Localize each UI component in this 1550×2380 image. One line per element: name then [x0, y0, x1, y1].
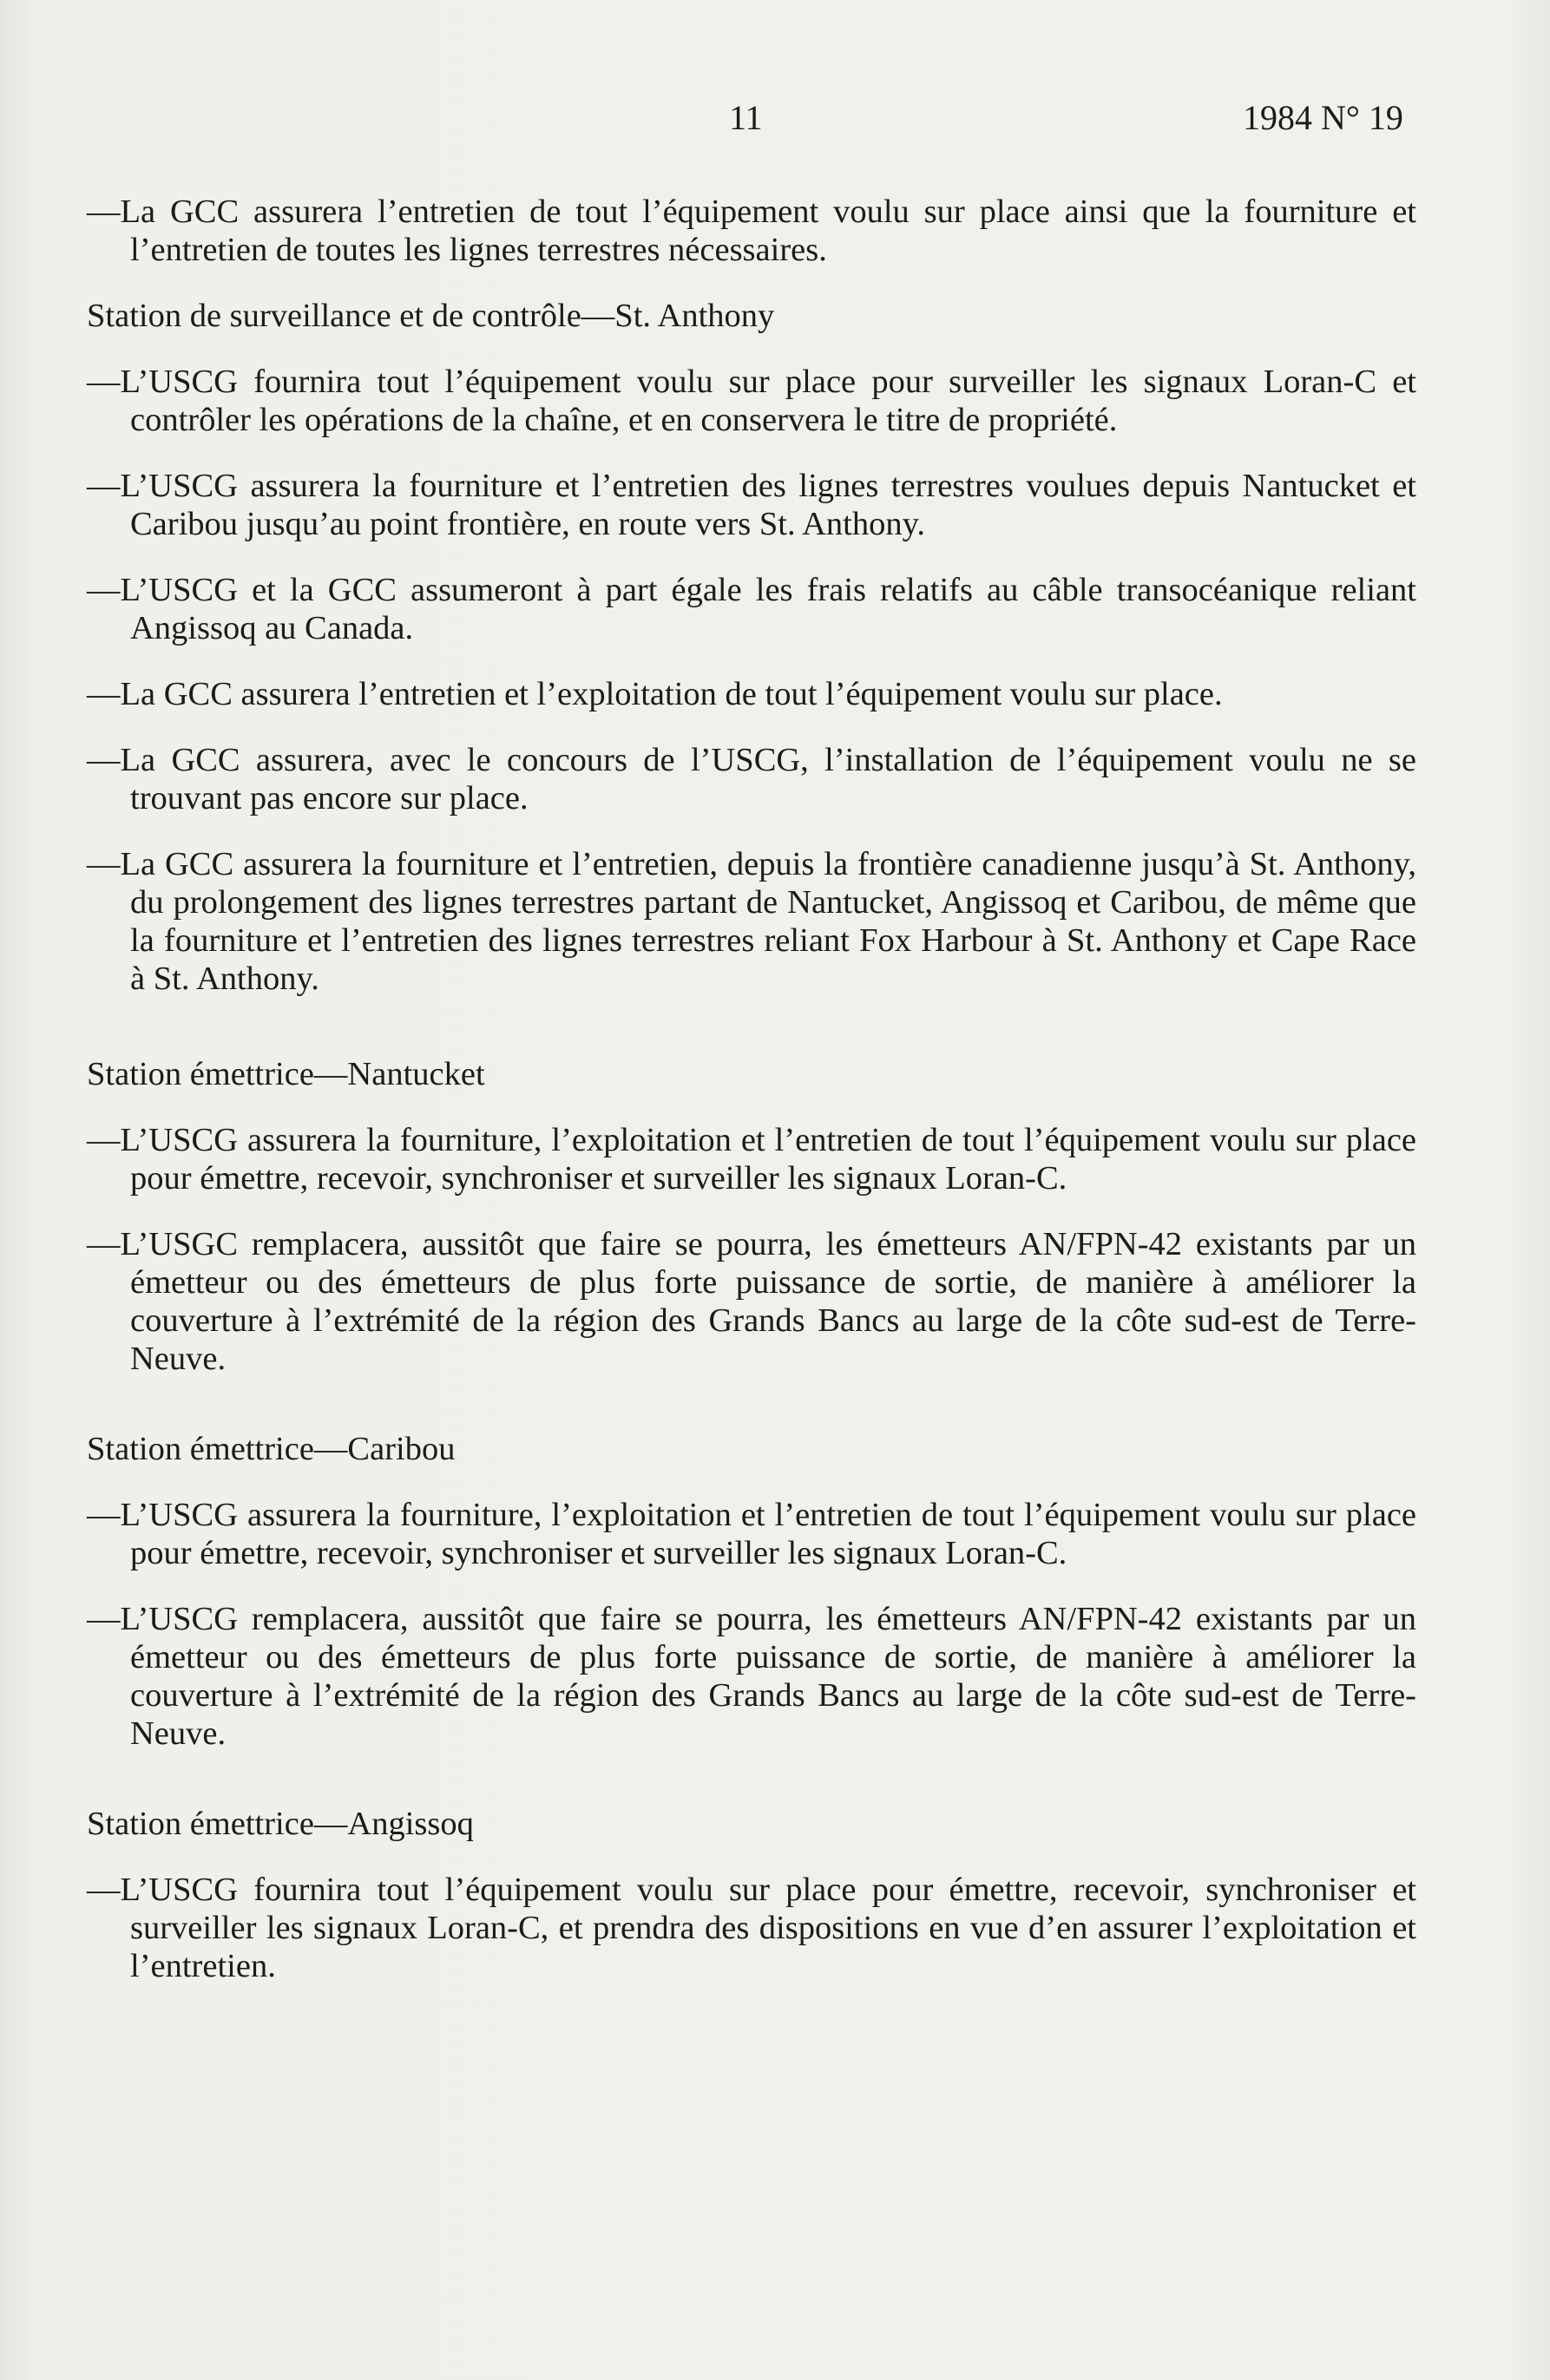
paragraph: —L’USCG remplacera, aussitôt que faire se pourra, les émetteurs AN/FPN-42 existants par un émetteur ou des émetteurs de plus forte puissance de sortie, de manière à améliorer la couverture à l’extrémité de la région des Grands Bancs au large de la côte sud-est de Terre-Neuve. — [87, 1601, 1416, 1752]
document-reference: 1984 N° 19 — [1243, 98, 1403, 137]
section-heading: Station émettrice—Angissoq — [87, 1806, 474, 1842]
page-header — [0, 97, 1550, 141]
section-heading: Station émettrice—Caribou — [87, 1431, 456, 1467]
section-heading: Station de surveillance et de contrôle—St. Anthony — [87, 298, 775, 334]
paragraph: —L’USCG fournira tout l’équipement voulu sur place pour surveiller les signaux Loran-C et contrôler les opérations de la chaîne, et en conservera le titre de propriété. — [87, 364, 1416, 438]
paragraph: —La GCC assurera l’entretien de tout l’équipement voulu sur place ainsi que la fourniture et l’entretien de toutes les lignes terrestres nécessaires. — [87, 193, 1416, 268]
paragraph: —L’USCG assurera la fourniture et l’entretien des lignes terrestres voulues depuis Nantucket et Caribou jusqu’au point frontière, en route vers St. Anthony. — [87, 468, 1416, 542]
paragraph: —L’USCG assurera la fourniture, l’exploitation et l’entretien de tout l’équipement voulu sur place pour émettre, recevoir, synchroniser et surveiller les signaux Loran-C. — [87, 1497, 1416, 1571]
paragraph: —L’USGC remplacera, aussitôt que faire se pourra, les émetteurs AN/FPN-42 existants par un émetteur ou des émetteurs de plus forte puissance de sortie, de manière à améliorer la couverture à l’extrémité de la région des Grands Bancs au large de la côte sud-est de Terre-Neuve. — [87, 1226, 1416, 1377]
paragraph: —La GCC assurera la fourniture et l’entretien, depuis la frontière canadienne jusqu’à St. Anthony, du prolongement des lignes terrestres partant de Nantucket, Angissoq et Caribou, de même que la fourniture et l’entretien des lignes terrestres reliant Fox Harbour à St. Anthony et Cape Race à St. Anthony. — [87, 846, 1416, 997]
paragraph: —La GCC assurera l’entretien et l’exploitation de tout l’équipement voulu sur place. — [87, 676, 1223, 712]
paragraph: —L’USCG assurera la fourniture, l’exploitation et l’entretien de tout l’équipement voulu sur place pour émettre, recevoir, synchroniser et surveiller les signaux Loran-C. — [87, 1122, 1416, 1197]
paragraph: —L’USCG et la GCC assumeront à part égale les frais relatifs au câble transocéanique reliant Angissoq au Canada. — [87, 572, 1416, 646]
page-number: 11 — [729, 98, 763, 137]
paragraph: —La GCC assurera, avec le concours de l’USCG, l’installation de l’équipement voulu ne se trouvant pas encore sur place. — [87, 742, 1416, 816]
document-body — [87, 193, 1416, 2013]
section-heading: Station émettrice—Nantucket — [87, 1056, 485, 1092]
paragraph: —L’USCG fournira tout l’équipement voulu sur place pour émettre, recevoir, synchroniser et surveiller les signaux Loran-C, et prendra des dispositions en vue d’en assurer l’exploitation et l’entretien. — [87, 1872, 1416, 1984]
